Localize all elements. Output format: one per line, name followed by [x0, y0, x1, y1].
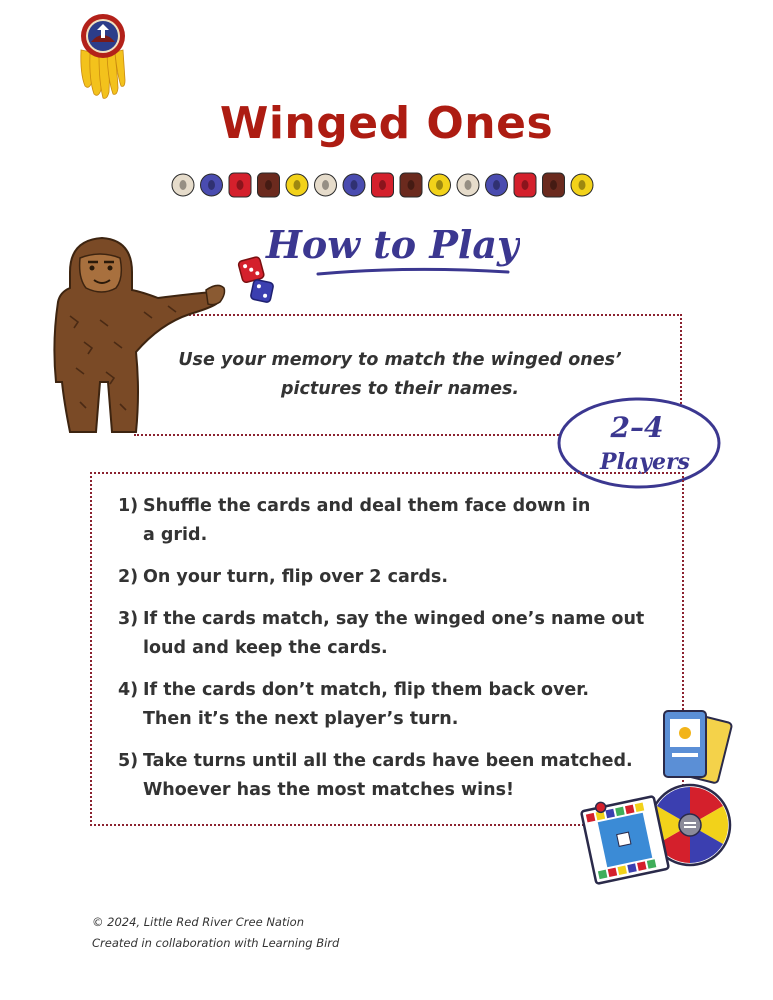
bead-hole	[408, 180, 415, 190]
bead-hole	[180, 180, 187, 190]
bead-hole	[522, 180, 529, 190]
rule-number: 1)	[118, 496, 139, 516]
rule-text-line-1: On your turn, flip over 2 cards.	[143, 567, 448, 587]
players-count: 2–4	[610, 411, 664, 444]
rule-item-4	[118, 676, 648, 734]
game-pieces-icon	[580, 705, 740, 890]
bead-hole	[465, 180, 472, 190]
rule-item-2	[118, 563, 648, 592]
bead-hole	[550, 180, 557, 190]
rule-number: 4)	[118, 680, 139, 700]
rule-item-5	[118, 747, 648, 805]
bead-hole	[579, 180, 586, 190]
bead-row-decoration	[165, 170, 605, 200]
rule-item-1	[118, 492, 648, 550]
rule-text-line-2: loud and keep the cards.	[143, 638, 388, 658]
rule-text-line-1: Take turns until all the cards have been matched.	[143, 751, 633, 771]
players-label: Players	[600, 449, 690, 475]
how-to-play-text: How to Play	[266, 222, 520, 267]
rule-text-line-1: If the cards match, say the winged one’s name out	[143, 609, 645, 629]
rule-text-line-2: Whoever has the most matches wins!	[143, 780, 514, 800]
rule-text-line-1: Shuffle the cards and deal them face down in	[143, 496, 591, 516]
bead-hole	[493, 180, 500, 190]
rule-number: 2)	[118, 567, 139, 587]
nation-logo-icon	[75, 12, 131, 100]
credit-text: Created in collaboration with Learning Bird	[92, 936, 340, 950]
dice-icon	[232, 255, 278, 305]
rules-list	[118, 492, 648, 818]
bead-hole	[436, 180, 443, 190]
page-title: Winged Ones	[219, 98, 554, 149]
intro-line-1: Use your memory to match the winged ones’	[178, 350, 622, 370]
bead-hole	[379, 180, 386, 190]
rule-number: 5)	[118, 751, 139, 771]
rule-text-line-2: Then it’s the next player’s turn.	[143, 709, 459, 729]
bead-hole	[237, 180, 244, 190]
bead-hole	[351, 180, 358, 190]
intro-line-2: pictures to their names.	[280, 379, 520, 399]
rule-item-3	[118, 605, 648, 663]
rule-text-line-1: If the cards don’t match, flip them back over.	[143, 680, 590, 700]
copyright-text: © 2024, Little Red River Cree Nation	[92, 915, 304, 929]
how-to-play-heading	[258, 214, 520, 284]
bead-hole	[322, 180, 329, 190]
rule-number: 3)	[118, 609, 139, 629]
bead-hole	[265, 180, 272, 190]
footer	[92, 912, 339, 954]
bead-hole	[208, 180, 215, 190]
bead-hole	[294, 180, 301, 190]
rule-text-line-2: a grid.	[143, 525, 208, 545]
